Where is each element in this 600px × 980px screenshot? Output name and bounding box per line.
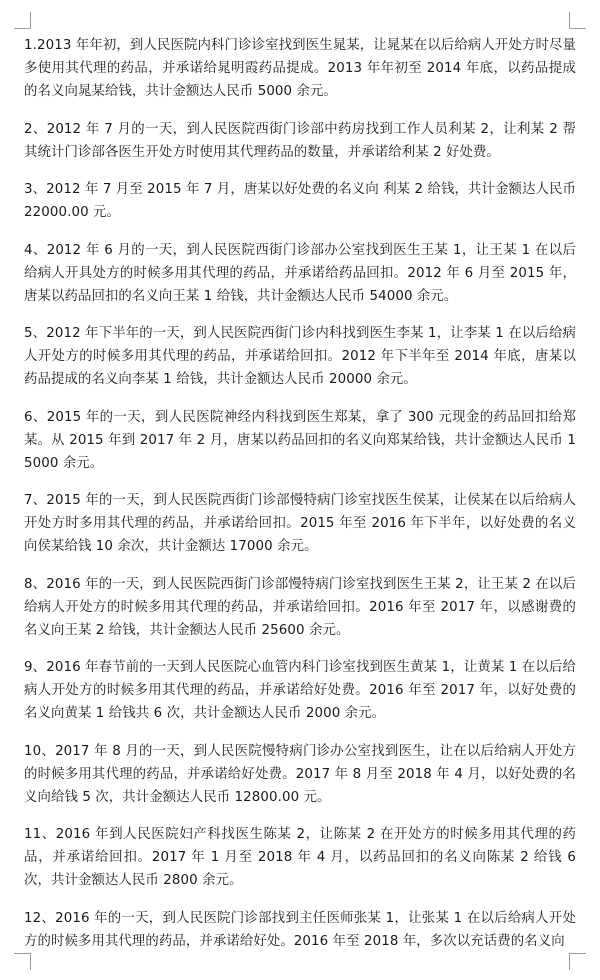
paragraph-10: 10、2017 年 8 月的一天，到人民医院慢特病门诊办公室找到医生，让在以后给病人开处方的时候多用其代理的药品，并承诺给好处费。2017 年 8 月至 2018 年 4 月，以好处费的名义向给钱 5 次，共计金额达人民币 12800.00 元。 <box>24 743 576 805</box>
paragraph-12: 12、2016 年的一天，到人民医院门诊部找到主任医师张某 1，让张某 1 在以后给病人开处方的时候多用其代理的药品，并承诺给好处。2016 年至 2018 年，多次以充话费的名义向 <box>24 910 576 949</box>
crop-mark-top-left <box>14 12 31 29</box>
paragraph-2: 2、2012 年 7 月的一天，到人民医院西街门诊部中药房找到工作人员利某 2，让利某 2 帮其统计门诊部各医生开处方时使用其代理药品的数量，并承诺给利某 2 好处费。 <box>24 121 576 160</box>
paragraph-11: 11、2016 年到人民医院妇产科找医生陈某 2，让陈某 2 在开处方的时候多用其代理的药品，并承诺给回扣。2017 年 1 月至 2018 年 4 月，以药品回扣的名义向陈某 2 给钱 6 次，共计金额达人民币 2800 余元。 <box>24 827 576 888</box>
paragraph-5: 5、2012 年下半年的一天，到人民医院西街门诊内科找到医生李某 1，让李某 1 在以后给病人开处方的时候多用其代理的药品，并承诺给回扣。2012 年下半年至 2014 年底，唐某以药品提成的名义向李某 1 给钱，共计金额达人民币 20000 余元。 <box>24 326 576 387</box>
paragraph-8: 8、2016 年的一天，到人民医院西街门诊部慢特病门诊室找到医生王某 2，让王某 2 在以后给病人开处方的时候多用其代理的药品，并承诺给回扣。2016 年至 2017 年，以感谢费的名义向王某 2 给钱，共计金额达人民币 25600 余元。 <box>24 576 576 638</box>
paragraph-7: 7、2015 年的一天，到人民医院西街门诊部慢特病门诊室找医生侯某，让侯某在以后给病人开处方时多用其代理的药品，并承诺给回扣。2015 年至 2016 年下半年，以好处费的名义向侯某给钱 10 余次，共计金额达 17000 余元。 <box>24 493 576 554</box>
document-body <box>24 34 576 968</box>
paragraph-3: 3、2012 年 7 月至 2015 年 7 月，唐某以好处费的名义向 利某 2 给钱，共计金额达人民币 22000.00 元。 <box>24 182 576 220</box>
paragraph-6: 6、2015 年的一天，到人民医院神经内科找到医生郑某，拿了 300 元现金的药品回扣给郑某。从 2015 年到 2017 年 2 月，唐某以药品回扣的名义向郑某给钱，共计金额达人民币 15000 余元。 <box>24 409 576 471</box>
paragraph-1: 1.2013 年年初，到人民医院内科门诊诊室找到医生晁某，让晁某在以后给病人开处方时尽量多使用其代理的药品，并承诺给晁明霞药品提成。2013 年年初至 2014 年底，以药品提成的名义向晁某给钱，共计金额达人民币 5000 余元。 <box>24 38 576 99</box>
paragraph-9: 9、2016 年春节前的一天到人民医院心血管内科门诊室找到医生黄某 1，让黄某 1 在以后给病人开处方的时候多用其代理的药品，并承诺给好处费。2016 年至 2017 年，以好处费的名义向黄某 1 给钱共 6 次，共计金额达人民币 2000 余元。 <box>24 660 576 721</box>
crop-mark-top-right <box>569 12 586 29</box>
paragraph-4: 4、2012 年 6 月的一天，到人民医院西街门诊部办公室找到医生王某 1，让王某 1 在以后给病人开具处方的时候多用其代理的药品，并承诺给药品回扣。2012 年 6 月至 2015 年，唐某以药品回扣的名义向王某 1 给钱，共计金额达人民币 54000 余元。 <box>24 242 576 304</box>
